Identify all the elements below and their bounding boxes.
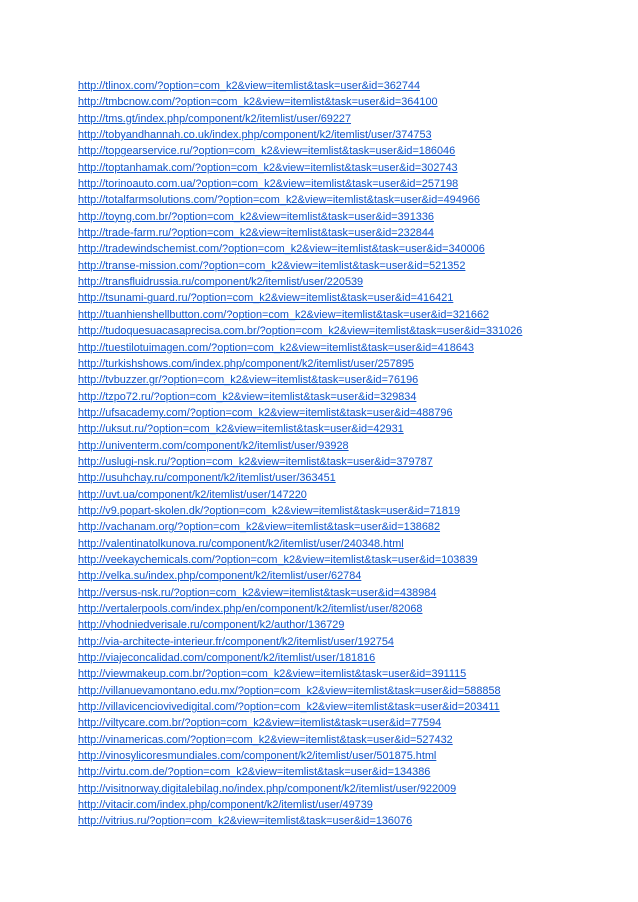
list-item bbox=[78, 551, 623, 567]
list-item bbox=[78, 77, 623, 93]
link[interactable]: http://transe-mission.com/?option=com_k2&view=itemlist&task=user&id=521352 bbox=[78, 259, 466, 272]
link[interactable]: http://viewmakeup.com.br/?option=com_k2&view=itemlist&task=user&id=391115 bbox=[78, 668, 467, 681]
list-item bbox=[78, 404, 623, 420]
list-item bbox=[78, 371, 623, 387]
list-item bbox=[78, 437, 623, 453]
list-item bbox=[78, 273, 623, 289]
link[interactable]: http://uksut.ru/?option=com_k2&view=itemlist&task=user&id=42931 bbox=[78, 423, 404, 436]
link[interactable]: http://topgearservice.ru/?option=com_k2&view=itemlist&task=user&id=186046 bbox=[78, 145, 456, 158]
list-item bbox=[78, 535, 623, 551]
list-item bbox=[78, 633, 623, 649]
list-item bbox=[78, 698, 623, 714]
list-item bbox=[78, 567, 623, 583]
link[interactable]: http://transfluidrussia.ru/component/k2/itemlist/user/220539 bbox=[78, 276, 364, 289]
link[interactable]: http://tlinox.com/?option=com_k2&view=itemlist&task=user&id=362744 bbox=[78, 80, 421, 92]
list-item bbox=[78, 616, 623, 632]
list-item bbox=[78, 731, 623, 747]
list-item bbox=[78, 649, 623, 665]
link[interactable]: http://v9.popart-skolen.dk/?option=com_k2&view=itemlist&task=user&id=71819 bbox=[78, 504, 460, 517]
link[interactable]: http://toptanhamak.com/?option=com_k2&view=itemlist&task=user&id=302743 bbox=[78, 161, 458, 174]
link[interactable]: http://uslugi-nsk.ru/?option=com_k2&view=itemlist&task=user&id=379787 bbox=[78, 455, 433, 468]
link[interactable]: http://vinosylicoresmundiales.com/component/k2/itemlist/user/501875.html bbox=[78, 750, 437, 763]
link[interactable]: http://vachanam.org/?option=com_k2&view=itemlist&task=user&id=138682 bbox=[78, 521, 441, 534]
link[interactable]: http://totalfarmsolutions.com/?option=com_k2&view=itemlist&task=user&id=494966 bbox=[78, 194, 480, 207]
link[interactable]: http://vitrius.ru/?option=com_k2&view=itemlist&task=user&id=136076 bbox=[78, 815, 413, 828]
link[interactable]: http://toyng.com.br/?option=com_k2&view=itemlist&task=user&id=391336 bbox=[78, 210, 434, 223]
list-item bbox=[78, 812, 623, 828]
list-item bbox=[78, 339, 623, 355]
link[interactable]: http://tzpo72.ru/?option=com_k2&view=itemlist&task=user&id=329834 bbox=[78, 390, 417, 403]
list-item bbox=[78, 110, 623, 126]
list-item bbox=[78, 780, 623, 796]
list-item bbox=[78, 240, 623, 256]
link[interactable]: http://uvt.ua/component/k2/itemlist/user/147220 bbox=[78, 488, 307, 501]
list-item bbox=[78, 93, 623, 109]
link[interactable]: http://visitnorway.digitalebilag.no/index.php/component/k2/itemlist/user/922009 bbox=[78, 782, 457, 795]
link[interactable]: http://vitacir.com/index.php/component/k2/itemlist/user/49739 bbox=[78, 799, 373, 812]
link[interactable]: http://ufsacademy.com/?option=com_k2&view=itemlist&task=user&id=488796 bbox=[78, 406, 453, 419]
list-item bbox=[78, 126, 623, 142]
list-item bbox=[78, 322, 623, 338]
list-item bbox=[78, 224, 623, 240]
list-item bbox=[78, 388, 623, 404]
link[interactable]: http://vinamericas.com/?option=com_k2&view=itemlist&task=user&id=527432 bbox=[78, 733, 453, 746]
link[interactable]: http://valentinatolkunova.ru/component/k2/itemlist/user/240348.html bbox=[78, 537, 404, 550]
link[interactable]: http://turkishshows.com/index.php/component/k2/itemlist/user/257895 bbox=[78, 357, 414, 370]
list-item bbox=[78, 665, 623, 681]
link[interactable]: http://villavicenciovivedigital.com/?option=com_k2&view=itemlist&task=user&id=203411 bbox=[78, 701, 500, 714]
link[interactable]: http://tuanhienshellbutton.com/?option=com_k2&view=itemlist&task=user&id=321662 bbox=[78, 308, 490, 321]
link[interactable]: http://tobyandhannah.co.uk/index.php/component/k2/itemlist/user/374753 bbox=[78, 129, 432, 142]
link[interactable]: http://veekaychemicals.com/?option=com_k2&view=itemlist&task=user&id=103839 bbox=[78, 553, 478, 566]
list-item bbox=[78, 600, 623, 616]
list-item bbox=[78, 191, 623, 207]
link-list bbox=[78, 77, 623, 829]
link[interactable]: http://tms.gt/index.php/component/k2/itemlist/user/69227 bbox=[78, 112, 352, 125]
link[interactable]: http://viajeconcalidad.com/component/k2/itemlist/user/181816 bbox=[78, 652, 376, 665]
list-item bbox=[78, 763, 623, 779]
list-item bbox=[78, 486, 623, 502]
link[interactable]: http://virtu.com.de/?option=com_k2&view=itemlist&task=user&id=134386 bbox=[78, 766, 431, 779]
link[interactable]: http://villanuevamontano.edu.mx/?option=com_k2&view=itemlist&task=user&id=588858 bbox=[78, 684, 501, 697]
link[interactable]: http://tmbcnow.com/?option=com_k2&view=itemlist&task=user&id=364100 bbox=[78, 96, 438, 109]
list-item bbox=[78, 714, 623, 730]
list-item bbox=[78, 453, 623, 469]
link[interactable]: http://tvbuzzer.gr/?option=com_k2&view=itemlist&task=user&id=76196 bbox=[78, 374, 419, 387]
link[interactable]: http://tsunami-guard.ru/?option=com_k2&view=itemlist&task=user&id=416421 bbox=[78, 292, 454, 305]
list-item bbox=[78, 355, 623, 371]
link[interactable]: http://vhodniedverisale.ru/component/k2/author/136729 bbox=[78, 619, 345, 632]
list-item bbox=[78, 796, 623, 812]
link[interactable]: http://versus-nsk.ru/?option=com_k2&view=itemlist&task=user&id=438984 bbox=[78, 586, 437, 599]
link[interactable]: http://torinoauto.com.ua/?option=com_k2&view=itemlist&task=user&id=257198 bbox=[78, 178, 459, 191]
list-item bbox=[78, 469, 623, 485]
list-item bbox=[78, 257, 623, 273]
link[interactable]: http://vertalerpools.com/index.php/en/component/k2/itemlist/user/82068 bbox=[78, 603, 423, 615]
link[interactable]: http://via-architecte-interieur.fr/component/k2/itemlist/user/192754 bbox=[78, 635, 394, 648]
list-item bbox=[78, 159, 623, 175]
list-item bbox=[78, 289, 623, 305]
list-item bbox=[78, 306, 623, 322]
link[interactable]: http://viltycare.com.br/?option=com_k2&view=itemlist&task=user&id=77594 bbox=[78, 717, 442, 730]
link[interactable]: http://tradewindschemist.com/?option=com_k2&view=itemlist&task=user&id=340006 bbox=[78, 243, 485, 256]
list-item bbox=[78, 584, 623, 600]
list-item bbox=[78, 518, 623, 534]
list-item bbox=[78, 142, 623, 158]
link[interactable]: http://tudoquesuacasaprecisa.com.br/?option=com_k2&view=itemlist&task=user&id=331026 bbox=[78, 325, 523, 338]
list-item bbox=[78, 175, 623, 191]
link[interactable]: http://tuestilotuimagen.com/?option=com_k2&view=itemlist&task=user&id=418643 bbox=[78, 341, 474, 354]
list-item bbox=[78, 208, 623, 224]
link[interactable]: http://velka.su/index.php/component/k2/itemlist/user/62784 bbox=[78, 570, 362, 583]
list-item bbox=[78, 420, 623, 436]
list-item bbox=[78, 502, 623, 518]
list-item bbox=[78, 747, 623, 763]
list-item bbox=[78, 682, 623, 698]
link[interactable]: http://usuhchay.ru/component/k2/itemlist/user/363451 bbox=[78, 472, 336, 485]
link[interactable]: http://trade-farm.ru/?option=com_k2&view=itemlist&task=user&id=232844 bbox=[78, 227, 434, 240]
link[interactable]: http://univenterm.com/component/k2/itemlist/user/93928 bbox=[78, 439, 349, 452]
